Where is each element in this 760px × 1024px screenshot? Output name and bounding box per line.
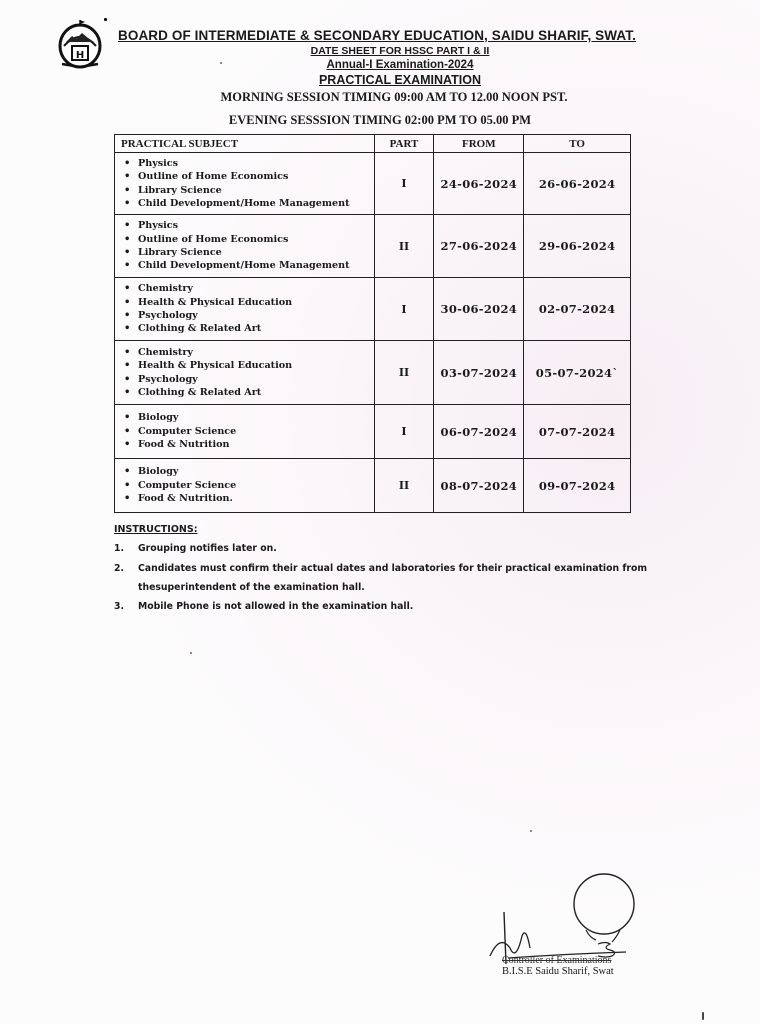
column-header-from: FROM: [434, 135, 524, 153]
instruction-text: Mobile Phone is not allowed in the examination hall.: [138, 601, 414, 612]
subject-item: • Computer Science: [123, 425, 374, 438]
subject-cell: [115, 153, 375, 215]
svg-text:H: H: [75, 50, 85, 61]
morning-session-timing: MORNING SESSION TIMING 09:00 AM TO 12.00 NOON PST.: [220, 90, 568, 104]
from-date-cell: 30-06-2024: [434, 278, 524, 341]
subject-list: [123, 411, 374, 451]
signature-title: Controller of Examinations: [502, 955, 612, 966]
to-date-cell: 02-07-2024: [524, 278, 631, 341]
subject-item: • Biology: [123, 465, 374, 478]
from-date-cell: 08-07-2024: [434, 459, 524, 513]
board-name: BOARD OF INTERMEDIATE & SECONDARY EDUCATION, SAIDU SHARIF, SWAT.: [118, 28, 636, 43]
subject-item: • Outline of Home Economics: [123, 170, 374, 183]
subject-list: [123, 465, 374, 505]
part-cell: I: [374, 405, 434, 459]
subject-item: • Psychology: [123, 309, 374, 322]
subject-item: • Clothing & Related Art: [123, 386, 374, 399]
subject-cell: [115, 215, 375, 278]
instruction-text: Candidates must confirm their actual dates and laboratories for their practical examination from: [138, 563, 648, 574]
exam-type: PRACTICAL EXAMINATION: [318, 73, 482, 87]
instruction-text: Grouping notifies later on.: [138, 543, 277, 554]
instruction-item: [114, 601, 413, 612]
subject-cell: [115, 278, 375, 341]
from-date-cell: 24-06-2024: [434, 153, 524, 215]
evening-session-timing: EVENING SESSSION TIMING 02:00 PM TO 05.00 PM: [228, 113, 532, 127]
to-date-cell: 07-07-2024: [524, 405, 631, 459]
to-date-cell: 29-06-2024: [524, 215, 631, 278]
subject-item: • Physics: [123, 219, 374, 232]
table-row: [115, 459, 631, 513]
subject-cell: [115, 459, 375, 513]
subject-item: • Food & Nutrition.: [123, 492, 374, 505]
instruction-number: 3.: [114, 601, 125, 612]
instruction-item: [114, 543, 277, 554]
signature-office: B.I.S.E Saidu Sharif, Swat: [502, 966, 614, 977]
subject-item: • Food & Nutrition: [123, 438, 374, 451]
subject-item: • Child Development/Home Management: [123, 197, 374, 210]
subject-item: • Clothing & Related Art: [123, 322, 374, 335]
part-cell: I: [374, 278, 434, 341]
subject-list: [123, 219, 374, 273]
part-cell: II: [374, 341, 434, 405]
subject-item: • Library Science: [123, 184, 374, 197]
part-cell: II: [374, 215, 434, 278]
table-row: [115, 215, 631, 278]
instructions-heading: INSTRUCTIONS:: [114, 524, 198, 535]
instruction-item: [114, 563, 647, 574]
subject-item: • Health & Physical Education: [123, 296, 374, 309]
signature-icon: [486, 866, 656, 966]
part-cell: I: [374, 153, 434, 215]
table-row: [115, 153, 631, 215]
instruction-number: 2.: [114, 563, 125, 574]
column-header-to: TO: [524, 135, 631, 153]
column-header-subject: PRACTICAL SUBJECT: [115, 135, 375, 153]
subject-item: • Computer Science: [123, 479, 374, 492]
subject-list: [123, 157, 374, 211]
subject-cell: [115, 341, 375, 405]
subject-cell: [115, 405, 375, 459]
subject-item: • Chemistry: [123, 282, 374, 295]
exam-title: Annual-I Examination-2024: [326, 59, 474, 71]
subject-item: • Biology: [123, 411, 374, 424]
from-date-cell: 06-07-2024: [434, 405, 524, 459]
part-cell: II: [374, 459, 434, 513]
subject-item: • Library Science: [123, 246, 374, 259]
table-row: [115, 278, 631, 341]
subject-item: • Outline of Home Economics: [123, 233, 374, 246]
subject-item: • Psychology: [123, 373, 374, 386]
table-row: [115, 341, 631, 405]
subject-item: • Child Development/Home Management: [123, 259, 374, 272]
to-date-cell: 05-07-2024`: [524, 341, 631, 405]
instruction-text-continued: thesuperintendent of the examination hall.: [138, 582, 365, 593]
subject-list: [123, 282, 374, 336]
to-date-cell: 26-06-2024: [524, 153, 631, 215]
subject-item: • Physics: [123, 157, 374, 170]
subject-item: • Chemistry: [123, 346, 374, 359]
subject-list: [123, 346, 374, 400]
to-date-cell: 09-07-2024: [524, 459, 631, 513]
column-header-part: PART: [374, 135, 434, 153]
instruction-number: 1.: [114, 543, 125, 554]
from-date-cell: 03-07-2024: [434, 341, 524, 405]
date-sheet-subtitle: DATE SHEET FOR HSSC PART I & II: [310, 45, 490, 57]
table-row: [115, 405, 631, 459]
date-sheet-table: [114, 134, 631, 513]
from-date-cell: 27-06-2024: [434, 215, 524, 278]
subject-item: • Health & Physical Education: [123, 359, 374, 372]
table-header-row: [115, 135, 631, 153]
